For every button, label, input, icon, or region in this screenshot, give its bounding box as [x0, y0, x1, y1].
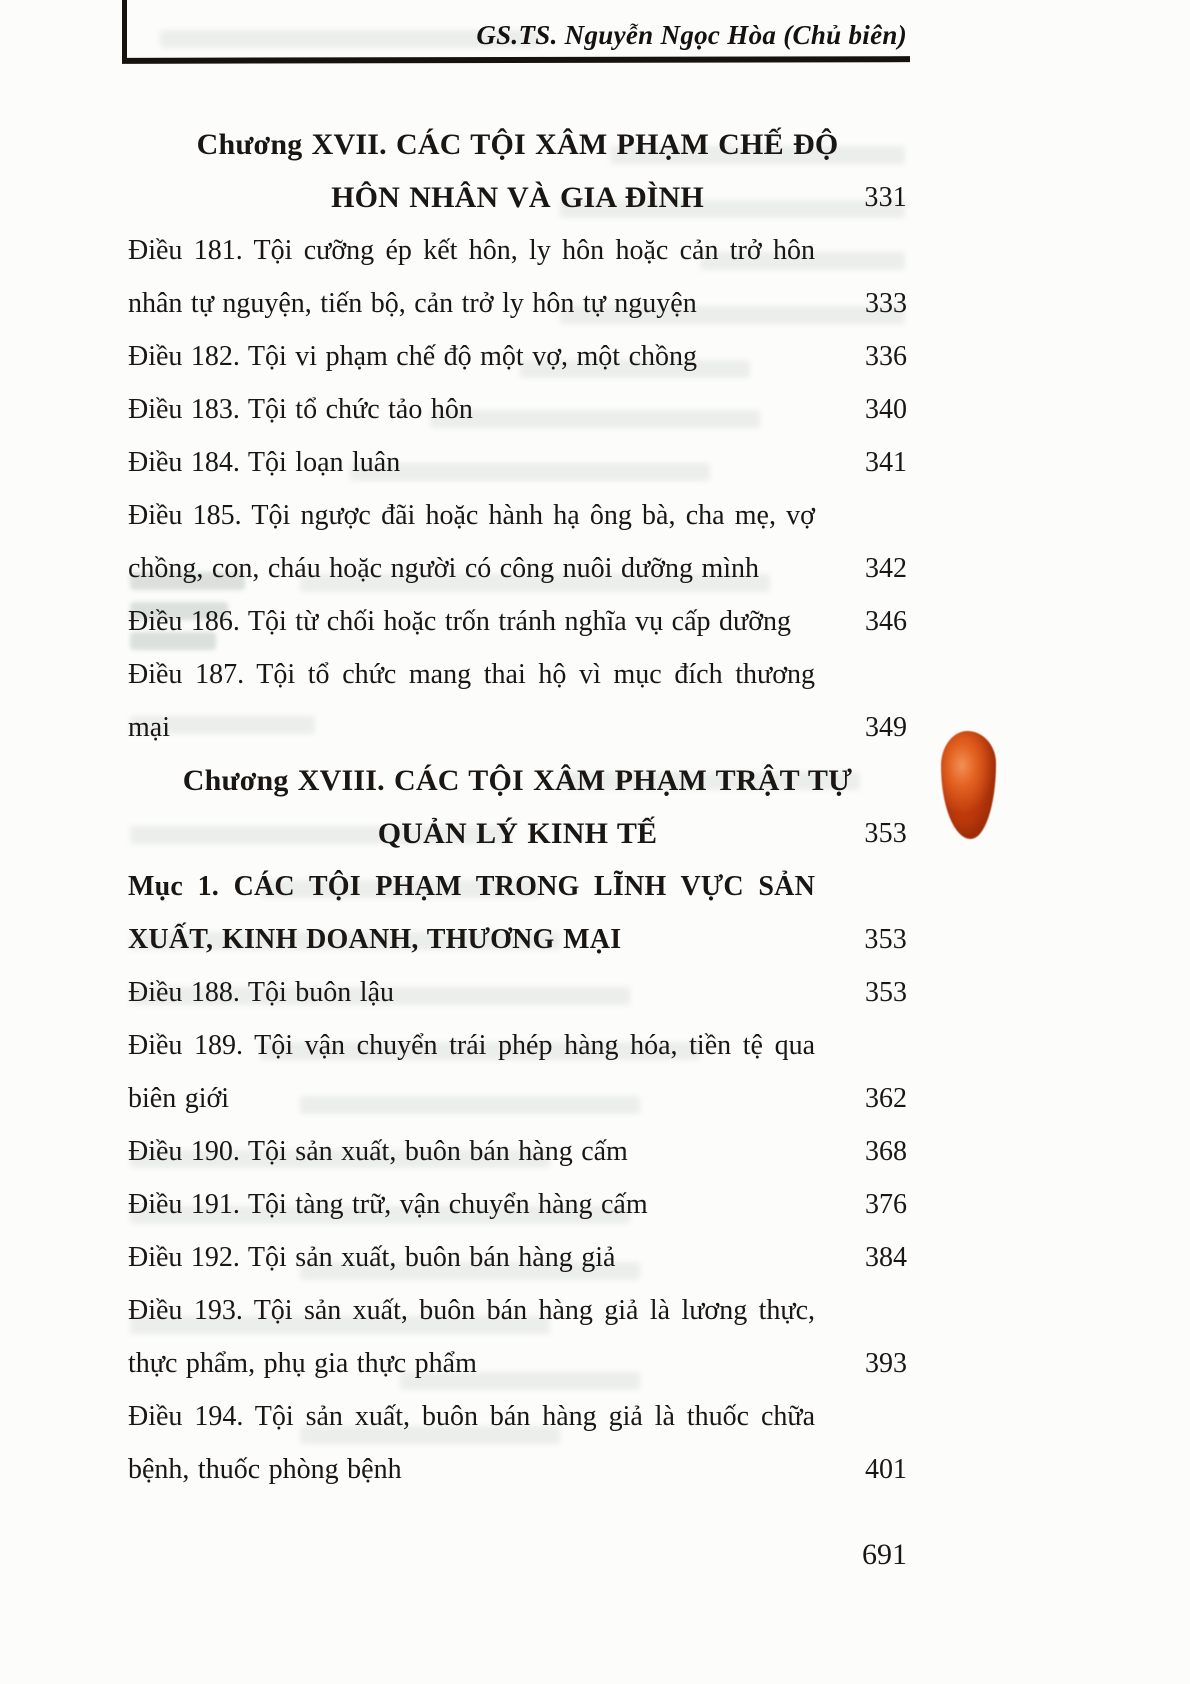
toc-entry-article-189	[128, 1019, 907, 1125]
scan-edge-mark	[122, 0, 127, 60]
chapter-title-line: HÔN NHÂN VÀ GIA ĐÌNH	[331, 181, 704, 214]
page-ref: 368	[865, 1136, 907, 1167]
page-ref: 333	[865, 288, 907, 319]
toc-entry-text: Điều 181. Tội cưỡng ép kết hôn, ly hôn hoặc cản trở hôn nhân tự nguyện, tiến bộ, cản trở ly hôn tự nguyện	[128, 235, 815, 319]
toc-entry-text: Điều 189. Tội vận chuyển trái phép hàng hóa, tiền tệ qua biên giới	[128, 1030, 815, 1114]
page-ref: 336	[865, 341, 907, 372]
header-rule	[122, 56, 910, 64]
toc-section-muc-1	[128, 860, 907, 966]
page-ref: 353	[864, 924, 907, 955]
toc-entry-text: Điều 193. Tội sản xuất, buôn bán hàng giả là lương thực, thực phẩm, phụ gia thực phẩm	[128, 1295, 815, 1379]
folio-page-number: 691	[862, 1538, 907, 1571]
chapter-title-line: Chương XVII. CÁC TỘI XÂM PHẠM CHẾ ĐỘ	[196, 128, 839, 161]
page-ref: 353	[865, 977, 907, 1008]
toc-chapter-17	[128, 118, 907, 224]
toc-entry-text: Điều 192. Tội sản xuất, buôn bán hàng giả	[128, 1242, 616, 1273]
scan-artifact-orange	[941, 731, 996, 839]
toc-entry-article-187	[128, 648, 907, 754]
toc-entry-article-182	[128, 330, 907, 383]
toc-entry-article-188	[128, 966, 907, 1019]
toc-entry-text: Điều 190. Tội sản xuất, buôn bán hàng cấm	[128, 1136, 628, 1167]
chapter-title-line: Chương XVIII. CÁC TỘI XÂM PHẠM TRẬT TỰ	[182, 764, 853, 797]
toc-entry-text: Điều 184. Tội loạn luân	[128, 447, 401, 478]
toc-entry-text: Mục 1. CÁC TỘI PHẠM TRONG LĨNH VỰC SẢN XUẤT, KINH DOANH, THƯƠNG MẠI	[128, 871, 815, 955]
page-ref: 393	[865, 1348, 907, 1379]
toc-chapter-18	[128, 754, 907, 860]
page-ref: 401	[865, 1454, 907, 1485]
page-ref: 349	[865, 712, 907, 743]
page-ref: 384	[865, 1242, 907, 1273]
table-of-contents	[128, 118, 907, 1496]
toc-entry-article-181	[128, 224, 907, 330]
page-ref: 346	[865, 606, 907, 637]
toc-entry-article-186	[128, 595, 907, 648]
toc-entry-article-190	[128, 1125, 907, 1178]
toc-entry-article-183	[128, 383, 907, 436]
toc-entry-article-193	[128, 1284, 907, 1390]
page-ref: 331	[864, 182, 907, 213]
page-ref: 362	[865, 1083, 907, 1114]
toc-entry-article-185	[128, 489, 907, 595]
toc-entry-text: Điều 185. Tội ngược đãi hoặc hành hạ ông bà, cha mẹ, vợ chồng, con, cháu hoặc người có công nuôi dưỡng mình	[128, 500, 815, 584]
page-ref: 342	[865, 553, 907, 584]
toc-entry-text: Điều 188. Tội buôn lậu	[128, 977, 395, 1008]
chapter-title-line: QUẢN LÝ KINH TẾ	[377, 817, 658, 850]
toc-entry-text: Điều 183. Tội tổ chức tảo hôn	[128, 394, 473, 425]
toc-entry-text: Điều 186. Tội từ chối hoặc trốn tránh nghĩa vụ cấp dưỡng	[128, 606, 792, 637]
toc-entry-text: Điều 191. Tội tàng trữ, vận chuyển hàng cấm	[128, 1189, 648, 1220]
page-ref: 353	[864, 818, 907, 849]
toc-entry-article-194	[128, 1390, 907, 1496]
toc-entry-article-184	[128, 436, 907, 489]
page-ref: 376	[865, 1189, 907, 1220]
page-ref: 340	[865, 394, 907, 425]
toc-entry-article-192	[128, 1231, 907, 1284]
toc-entry-text: Điều 182. Tội vi phạm chế độ một vợ, một chồng	[128, 341, 697, 372]
toc-entry-article-191	[128, 1178, 907, 1231]
page-ref: 341	[865, 447, 907, 478]
toc-entry-text: Điều 187. Tội tổ chức mang thai hộ vì mục đích thương mại	[128, 659, 815, 743]
running-header: GS.TS. Nguyễn Ngọc Hòa (Chủ biên)	[476, 20, 907, 50]
toc-entry-text: Điều 194. Tội sản xuất, buôn bán hàng giả là thuốc chữa bệnh, thuốc phòng bệnh	[128, 1401, 815, 1485]
